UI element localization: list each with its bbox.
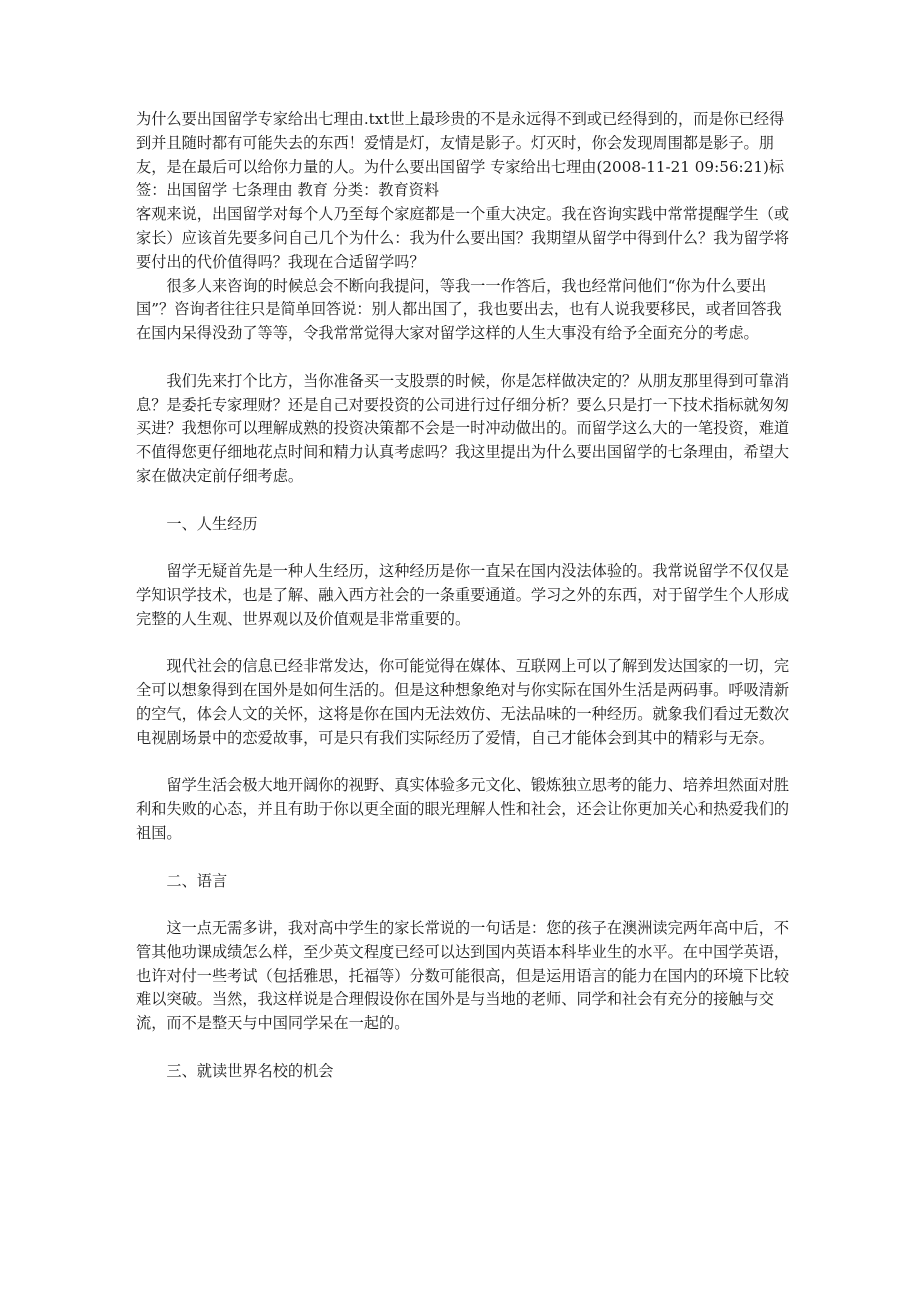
section-heading-3: 三、就读世界名校的机会 [166,1061,334,1080]
paragraph-1: 客观来说，出国留学对每个人乃至每个家庭都是一个重大决定。我在咨询实践中常常提醒学生（或家长）应该首先要多问自己几个为什么：我为什么要出国？我期望从留学中得到什么？我为留学将要付出的代价值得吗？我现在合适留学吗？ [136,205,790,271]
spacer [136,751,796,775]
paragraph-4: 留学无疑首先是一种人生经历，这种经历是你一直呆在国内没法体验的。我常说留学不仅仅是学知识学技术，也是了解、融入西方社会的一条重要通道。学习之外的东西，对于留学生个人形成完整的人生观、世界观以及价值观是非常重要的。 [136,562,790,628]
paragraph-3: 我们先来打个比方，当你准备买一支股票的时候，你是怎样做决定的？从朋友那里得到可靠消息？是委托专家理财？还是自己对要投资的公司进行过仔细分析？要么只是打一下技术指标就匆匆买进？我想你可以理解成熟的投资决策都不会是一时冲动做出的。而留学这么大的一笔投资，难道不值得您更仔细地花点时间和精力认真考虑吗？我这里提出为什么要出国留学的七条理由，希望大家在做决定前仔细考虑。 [136,371,790,485]
spacer [136,1036,796,1060]
document-page [136,108,796,1084]
paragraph-6: 留学生活会极大地开阔你的视野、真实体验多元文化、锻炼独立思考的能力、培养坦然面对胜利和失败的心态，并且有助于你以更全面的眼光理解人性和社会，还会让你更加关心和热爱我们的祖国。 [136,776,790,842]
spacer [136,346,796,370]
intro-paragraph: 为什么要出国留学专家给出七理由.txt世上最珍贵的不是永远得不到或已经得到的，而是你已经得到并且随时都有可能失去的东西！爱情是灯，友情是影子。灯灭时，你会发现周围都是影子。朋友，是在最后可以给你力量的人。为什么要出国留学 专家给出七理由(2008-11-21 09:56:21)标签：出国留学 七条理由 教育 分类：教育资料 [136,110,785,200]
spacer [136,536,796,560]
section-heading-2: 二、语言 [166,871,228,890]
spacer [136,632,796,656]
spacer [136,846,796,870]
spacer [136,489,796,513]
section-heading-1: 一、人生经历 [166,514,258,533]
paragraph-7: 这一点无需多讲，我对高中学生的家长常说的一句话是：您的孩子在澳洲读完两年高中后，不管其他功课成绩怎么样，至少英文程度已经可以达到国内英语本科毕业生的水平。在中国学英语，也许对付一些考试（包括雅思，托福等）分数可能很高，但是运用语言的能力在国内的环境下比较难以突破。当然，我这样说是合理假设你在国外是与当地的老师、同学和社会有充分的接触与交流，而不是整天与中国同学呆在一起的。 [136,919,790,1033]
paragraph-5: 现代社会的信息已经非常发达，你可能觉得在媒体、互联网上可以了解到发达国家的一切，完全可以想象得到在国外是如何生活的。但是这种想象绝对与你实际在国外生活是两码事。呼吸清新的空气，体会人文的关怀，这将是你在国内无法效仿、无法品味的一种经历。就象我们看过无数次电视剧场景中的恋爱故事，可是只有我们实际经历了爱情，自己才能体会到其中的精彩与无奈。 [136,657,790,747]
spacer [136,893,796,917]
paragraph-2: 很多人来咨询的时候总会不断向我提问，等我一一作答后，我也经常问他们“你为什么要出国”？咨询者往往只是简单回答说：别人都出国了，我也要出去，也有人说我要移民，或者回答我在国内呆得没劲了等等，令我常常觉得大家对留学这样的人生大事没有给予全面充分的考虑。 [136,276,782,343]
